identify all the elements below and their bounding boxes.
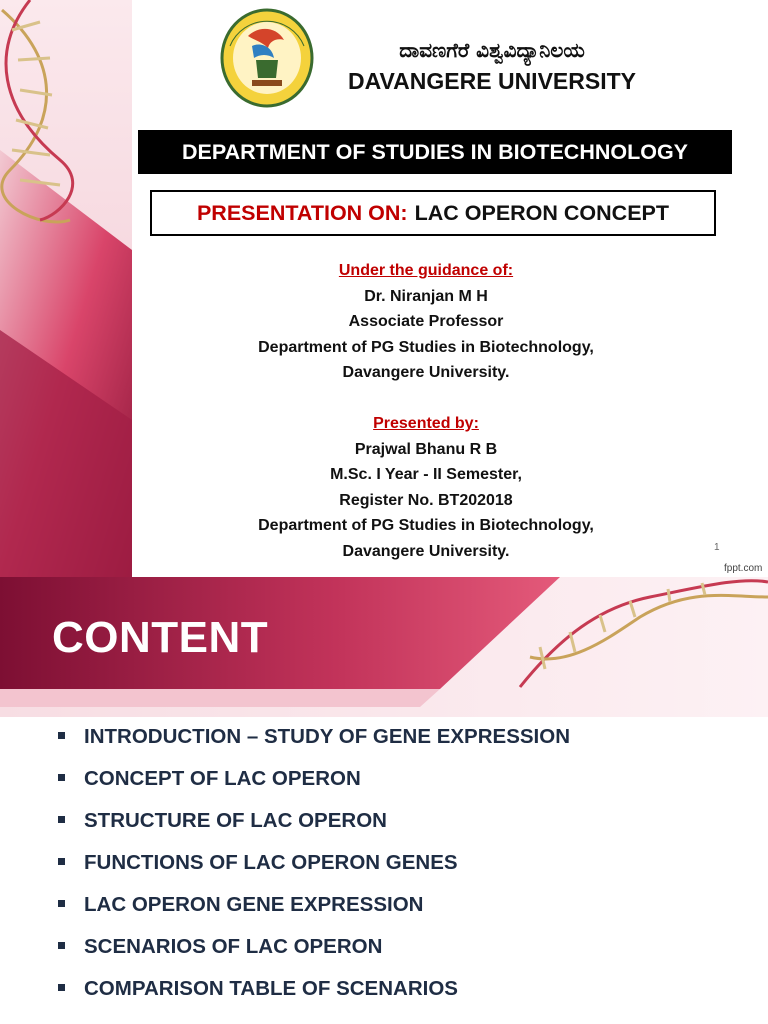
list-item-text: STRUCTURE OF LAC OPERON [84,809,387,832]
bullet-icon [58,774,65,781]
presenter-name: Prajwal Bhanu R B [354,440,498,458]
presenter-department: Department of PG Studies in Biotechnology, [258,517,594,534]
guide-university: Davangere University. [342,364,510,381]
list-item-text: COMPARISON TABLE OF SCENARIOS [84,977,458,1000]
presenter-block [196,411,656,564]
presenter-register: Register No. BT202018 [339,491,513,509]
bullet-icon [58,858,65,865]
presentation-topic: LAC OPERON CONCEPT [414,200,670,225]
list-item [58,725,570,767]
bullet-icon [58,732,65,739]
list-item [58,767,570,809]
guidance-block [196,258,656,386]
university-name-english: DAVANGERE UNIVERSITY [348,68,636,94]
content-list [58,725,570,1019]
list-item [58,851,570,893]
list-item [58,893,570,935]
presenter-header: Presented by: [373,415,479,432]
university-name-kannada: ದಾವಣಗೆರೆ ವಿಶ್ವವಿದ್ಯಾನಿಲಯ [399,38,585,62]
list-item-text: SCENARIOS OF LAC OPERON [84,935,383,958]
presentation-label: PRESENTATION ON: [196,200,408,225]
presenter-university: Davangere University. [342,542,510,560]
list-item-text: LAC OPERON GENE EXPRESSION [84,893,424,916]
guide-department: Department of PG Studies in Biotechnology, [258,338,594,356]
guidance-header: Under the guidance of: [338,262,514,279]
list-item [58,977,570,1019]
bullet-icon [58,984,65,991]
bullet-icon [58,816,65,823]
content-title: CONTENT [52,613,269,662]
list-item-text: CONCEPT OF LAC OPERON [84,767,361,790]
content-slide [0,577,768,1024]
list-item-text: INTRODUCTION – STUDY OF GENE EXPRESSION [84,725,570,748]
bullet-icon [58,942,65,949]
watermark-text: fppt.com [724,563,763,574]
department-banner: DEPARTMENT OF STUDIES IN BIOTECHNOLOGY [138,130,732,174]
list-item [58,935,570,977]
presentation-title-box [150,190,716,236]
guide-designation: Associate Professor [348,313,504,330]
list-item-text: FUNCTIONS OF LAC OPERON GENES [84,851,458,874]
guide-name: Dr. Niranjan M H [364,287,488,305]
university-logo [218,6,316,110]
presenter-course: M.Sc. I Year - II Semester, [330,466,522,483]
slide-number: 1 [714,542,720,553]
list-item [58,809,570,851]
bullet-icon [58,900,65,907]
